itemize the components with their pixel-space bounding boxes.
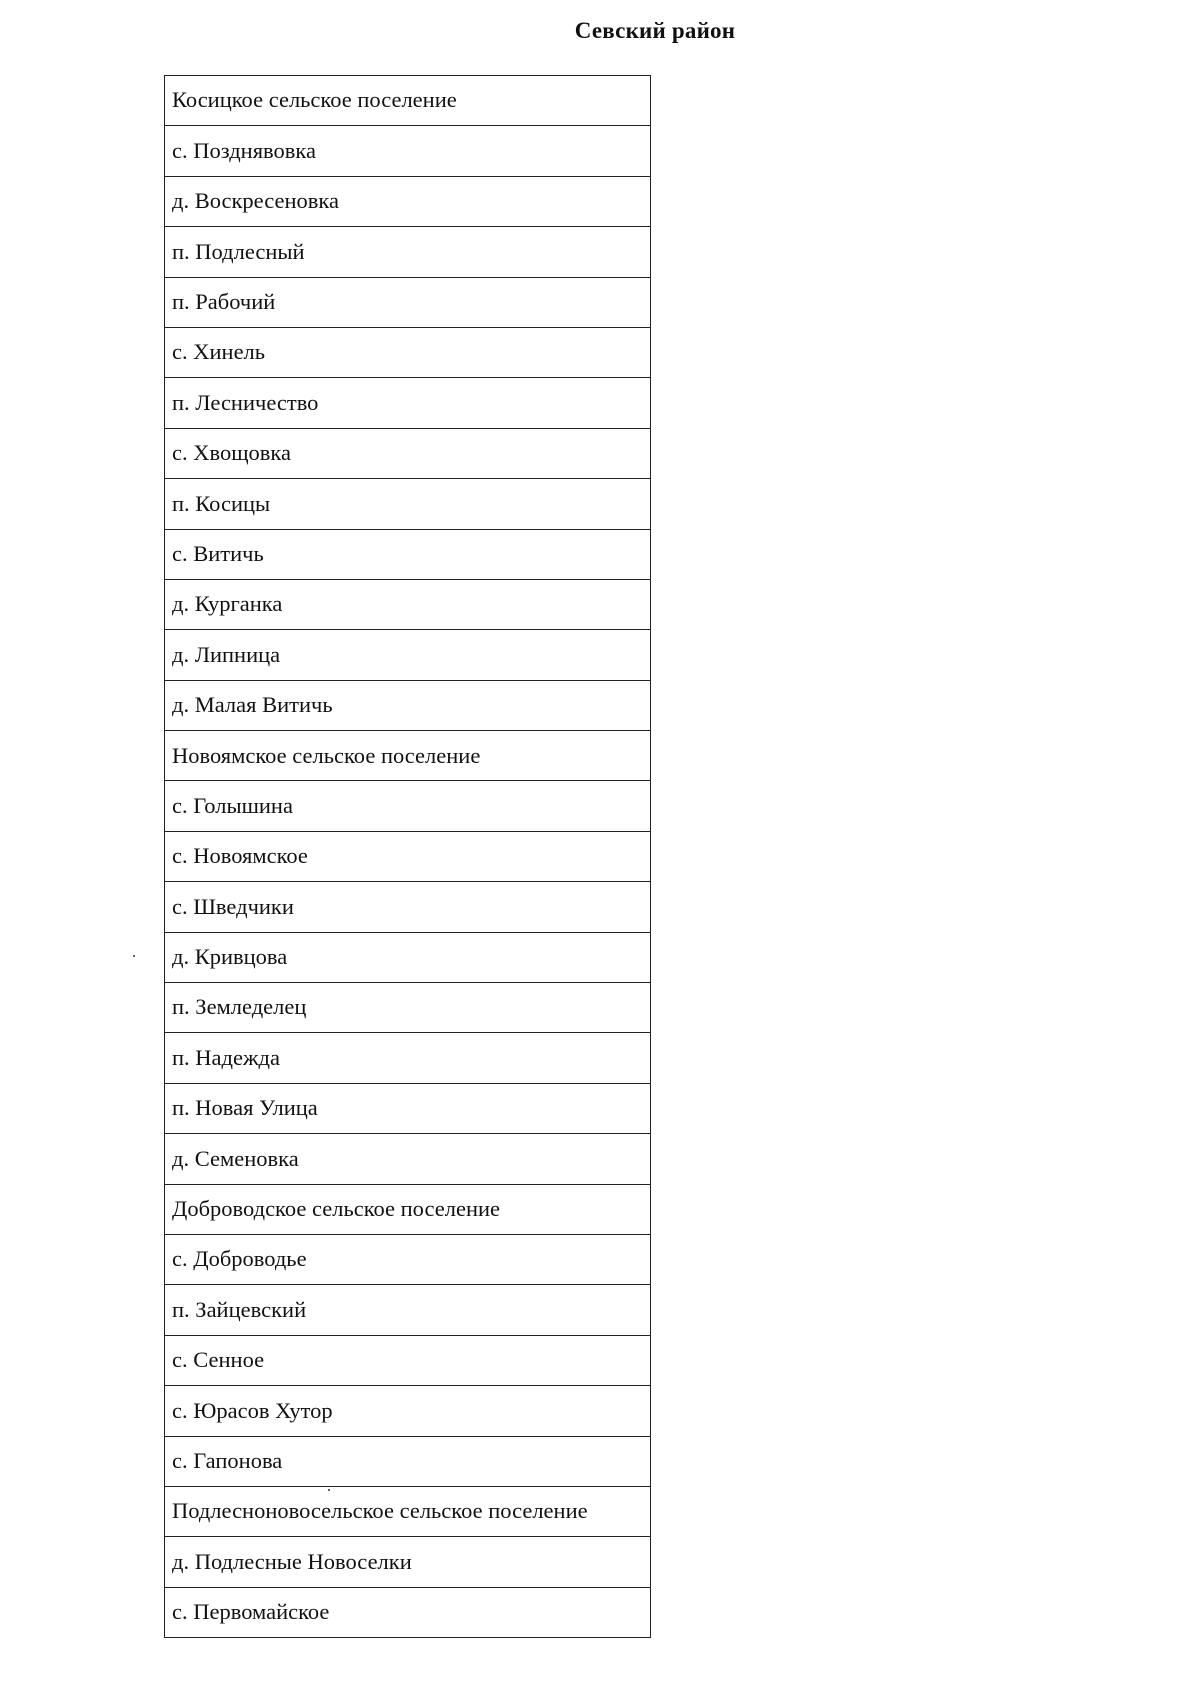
settlement-cell: с. Голышина bbox=[165, 781, 651, 831]
table-row bbox=[165, 983, 651, 1033]
settlement-cell: с. Гапонова bbox=[165, 1436, 651, 1486]
settlement-cell: д. Липница bbox=[165, 630, 651, 680]
settlement-cell: Подлесноновосельское сельское поселение bbox=[165, 1486, 651, 1536]
page-title: Севский район bbox=[574, 18, 736, 43]
settlement-cell: п. Косицы bbox=[165, 479, 651, 529]
table-row bbox=[165, 1436, 651, 1486]
settlements-table-body bbox=[165, 76, 651, 1638]
settlement-cell: п. Новая Улица bbox=[165, 1083, 651, 1133]
settlement-cell: Новоямское сельское поселение bbox=[165, 731, 651, 781]
table-row bbox=[165, 831, 651, 881]
settlement-cell: д. Кривцова bbox=[165, 932, 651, 982]
table-row bbox=[165, 428, 651, 478]
table-row bbox=[165, 529, 651, 579]
table-row bbox=[165, 1134, 651, 1184]
settlement-cell: с. Юрасов Хутор bbox=[165, 1386, 651, 1436]
settlement-cell: п. Зайцевский bbox=[165, 1285, 651, 1335]
settlement-cell: д. Семеновка bbox=[165, 1134, 651, 1184]
settlement-cell: д. Малая Витичь bbox=[165, 680, 651, 730]
table-row bbox=[165, 882, 651, 932]
settlement-cell: п. Подлесный bbox=[165, 227, 651, 277]
table-row bbox=[165, 1587, 651, 1637]
settlement-cell: с. Витичь bbox=[165, 529, 651, 579]
settlements-table-container bbox=[164, 75, 651, 1638]
table-row bbox=[165, 126, 651, 176]
settlement-cell: с. Новоямское bbox=[165, 831, 651, 881]
table-row bbox=[165, 1537, 651, 1587]
table-row bbox=[165, 680, 651, 730]
scan-speck bbox=[133, 955, 135, 957]
settlement-cell: с. Шведчики bbox=[165, 882, 651, 932]
table-row bbox=[165, 378, 651, 428]
table-row bbox=[165, 1033, 651, 1083]
table-row bbox=[165, 731, 651, 781]
settlement-cell: п. Земледелец bbox=[165, 983, 651, 1033]
table-row bbox=[165, 1285, 651, 1335]
scan-speck bbox=[328, 1489, 330, 1491]
table-row bbox=[165, 1386, 651, 1436]
table-row bbox=[165, 1335, 651, 1385]
settlement-cell: с. Хинель bbox=[165, 327, 651, 377]
settlement-cell: д. Подлесные Новоселки bbox=[165, 1537, 651, 1587]
table-row bbox=[165, 227, 651, 277]
settlement-cell: с. Сенное bbox=[165, 1335, 651, 1385]
table-row bbox=[165, 327, 651, 377]
settlements-table bbox=[164, 75, 651, 1638]
settlement-cell: с. Хвощовка bbox=[165, 428, 651, 478]
table-row bbox=[165, 932, 651, 982]
settlement-cell: п. Надежда bbox=[165, 1033, 651, 1083]
table-row bbox=[165, 76, 651, 126]
settlement-cell: п. Лесничество bbox=[165, 378, 651, 428]
table-row bbox=[165, 630, 651, 680]
table-row bbox=[165, 277, 651, 327]
settlement-cell: д. Воскресеновка bbox=[165, 176, 651, 226]
settlement-cell: Косицкое сельское поселение bbox=[165, 76, 651, 126]
table-row bbox=[165, 176, 651, 226]
settlement-cell: д. Курганка bbox=[165, 579, 651, 629]
settlement-cell: с. Первомайское bbox=[165, 1587, 651, 1637]
settlement-cell: Доброводское сельское поселение bbox=[165, 1184, 651, 1234]
table-row bbox=[165, 1234, 651, 1284]
table-row bbox=[165, 479, 651, 529]
table-row bbox=[165, 1184, 651, 1234]
settlement-cell: п. Рабочий bbox=[165, 277, 651, 327]
table-row bbox=[165, 1083, 651, 1133]
table-row bbox=[165, 781, 651, 831]
settlement-cell: с. Доброводье bbox=[165, 1234, 651, 1284]
settlement-cell: с. Позднявовка bbox=[165, 126, 651, 176]
table-row bbox=[165, 579, 651, 629]
table-row bbox=[165, 1486, 651, 1536]
